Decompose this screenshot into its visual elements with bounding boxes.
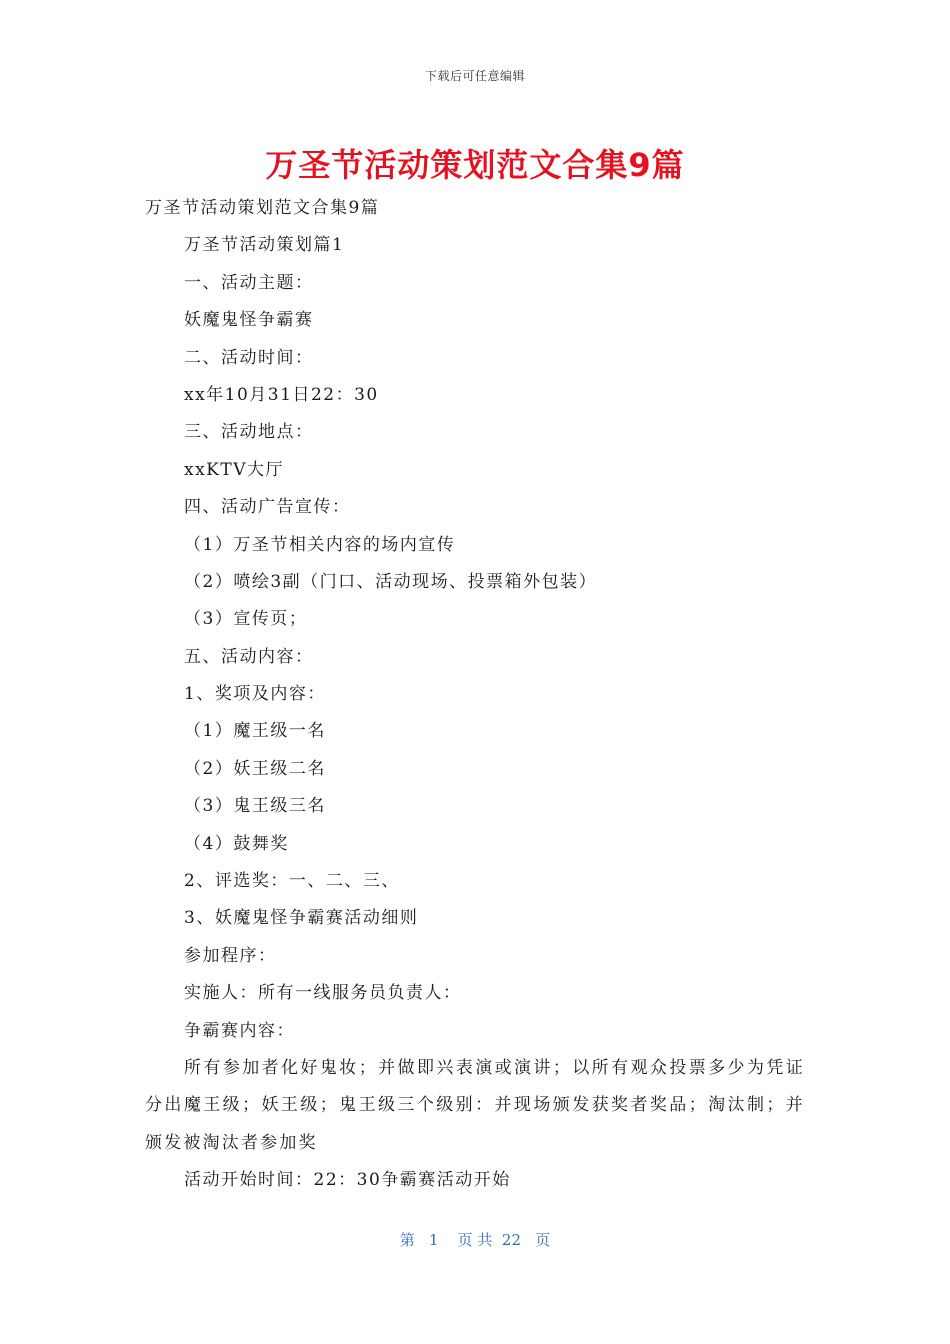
document-body bbox=[145, 190, 805, 1200]
body-line: 3、妖魔鬼怪争霸赛活动细则 bbox=[184, 908, 419, 929]
document-title: 万圣节活动策划范文合集9篇 bbox=[265, 146, 685, 184]
body-line: 实施人：所有一线服务员负责人： bbox=[184, 983, 462, 1004]
body-line: （3）鬼王级三名 bbox=[184, 796, 326, 817]
body-line: （2）喷绘3副（门口、活动现场、投票箱外包装） bbox=[184, 571, 598, 592]
body-line: （3）宣传页； bbox=[184, 609, 308, 630]
body-line: 妖魔鬼怪争霸赛 bbox=[184, 310, 314, 331]
body-line: （1）魔王级一名 bbox=[184, 721, 326, 742]
body-line: 三、活动地点： bbox=[184, 422, 314, 443]
page-header: 下载后可任意编辑 bbox=[424, 69, 525, 83]
body-line: 二、活动时间： bbox=[184, 347, 314, 368]
body-line: （2）妖王级二名 bbox=[184, 758, 326, 779]
body-line: （4）鼓舞奖 bbox=[184, 833, 289, 854]
page-footer: 第 1 页 共 22 页 bbox=[399, 1231, 551, 1249]
body-line: 争霸赛内容： bbox=[184, 1020, 295, 1041]
body-line: xxKTV大厅 bbox=[184, 459, 284, 480]
body-line: 参加程序： bbox=[184, 945, 277, 966]
body-line-start-time: 活动开始时间：22：30争霸赛活动开始 bbox=[184, 1170, 511, 1191]
body-line: xx年10月31日22：30 bbox=[184, 384, 379, 405]
body-line: 一、活动主题： bbox=[184, 272, 314, 293]
body-line: 1、奖项及内容： bbox=[184, 684, 326, 705]
line-list bbox=[145, 190, 805, 1050]
body-line: （1）万圣节相关内容的场内宣传 bbox=[184, 534, 456, 555]
body-line: 万圣节活动策划篇1 bbox=[184, 235, 345, 256]
body-line: 2、评选奖：一、二、三、 bbox=[184, 871, 400, 892]
body-line: 四、活动广告宣传： bbox=[184, 497, 351, 518]
body-line: 万圣节活动策划范文合集9篇 bbox=[145, 198, 380, 218]
body-paragraph: 所有参加者化好鬼妆；并做即兴表演或演讲；以所有观众投票多少为凭证分出魔王级；妖王级；鬼王级三个级别：并现场颁发获奖者奖品；淘汰制；并颁发被淘汰者参加奖 bbox=[145, 1057, 805, 1153]
body-line: 五、活动内容： bbox=[184, 646, 314, 667]
